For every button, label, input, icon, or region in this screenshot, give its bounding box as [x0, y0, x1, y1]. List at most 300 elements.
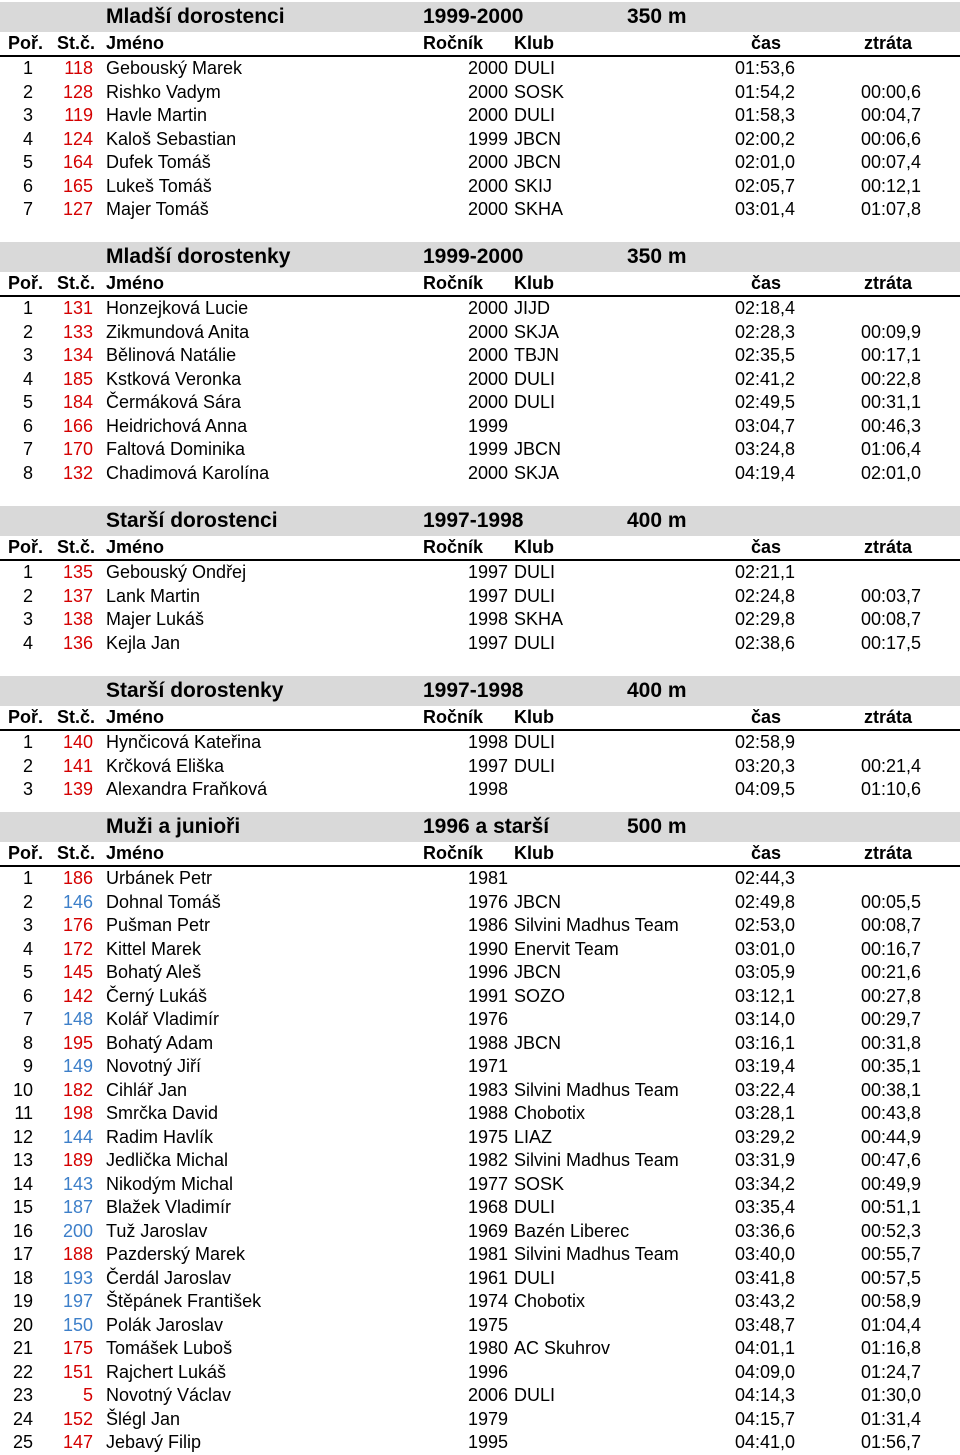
time-loss-cell: 01:31,4 — [860, 1408, 921, 1429]
birth-year-cell: 1999 — [467, 128, 508, 149]
rank-cell: 6 — [22, 175, 33, 196]
time-cell: 03:35,4 — [735, 1197, 796, 1217]
birth-year-cell: 1983 — [467, 1079, 508, 1100]
start-number-cell: 139 — [62, 779, 93, 799]
result-row — [0, 778, 960, 802]
birth-year-cell: 1990 — [467, 938, 508, 959]
time-cell: 03:12,1 — [735, 985, 796, 1006]
time-loss-cell: 00:31,1 — [860, 392, 921, 412]
time-cell: 03:05,9 — [735, 962, 796, 982]
header-time-loss: ztráta — [864, 843, 913, 863]
birth-year-cell: 2000 — [467, 368, 508, 389]
rank-cell: 2 — [22, 81, 33, 102]
name-cell: Blažek Vladimír — [106, 1197, 232, 1217]
time-cell: 02:44,3 — [735, 868, 796, 888]
time-loss-cell: 00:00,6 — [860, 81, 921, 102]
time-cell: 03:01,0 — [735, 938, 796, 959]
time-loss-cell: 00:16,7 — [860, 938, 921, 959]
rank-cell: 1 — [22, 58, 33, 78]
rank-cell: 4 — [22, 632, 33, 653]
rank-cell: 5 — [22, 392, 33, 412]
result-row — [0, 1102, 960, 1126]
club-cell: SKHA — [514, 199, 564, 219]
result-row — [0, 391, 960, 415]
header-name: Jméno — [106, 273, 165, 293]
rank-cell: 4 — [22, 368, 33, 389]
birth-year-cell: 2000 — [467, 462, 508, 483]
time-cell: 04:09,0 — [735, 1361, 796, 1382]
club-cell: DULI — [514, 632, 556, 653]
club-cell: Silvini Madhus Team — [514, 1244, 679, 1264]
header-time-loss: ztráta — [864, 707, 913, 727]
name-cell: Jebavý Filip — [106, 1432, 202, 1452]
result-row — [0, 462, 960, 486]
time-cell: 04:14,3 — [735, 1385, 796, 1405]
header-time-loss: ztráta — [864, 537, 913, 557]
time-cell: 03:36,6 — [735, 1220, 796, 1241]
time-loss-cell: 00:21,4 — [860, 755, 921, 776]
club-cell: DULI — [514, 368, 556, 389]
name-cell: Lank Martin — [106, 585, 201, 606]
category-title: Mladší dorostenci — [106, 5, 285, 28]
club-cell: Silvini Madhus Team — [514, 1150, 679, 1170]
start-number-cell: 135 — [62, 562, 93, 582]
time-loss-cell: 00:52,3 — [860, 1220, 921, 1241]
birth-year-cell: 1991 — [467, 985, 508, 1006]
name-cell: Honzejková Lucie — [106, 298, 249, 318]
results-section — [0, 506, 960, 655]
birth-year-cell: 1999 — [467, 415, 508, 436]
result-row — [0, 104, 960, 128]
header-time: čas — [751, 843, 782, 863]
rank-cell: 23 — [12, 1385, 33, 1405]
time-loss-cell: 00:27,8 — [860, 985, 921, 1006]
start-number-cell: 188 — [62, 1244, 93, 1264]
header-birth-year: Ročník — [423, 33, 484, 53]
birth-year-cell: 1988 — [467, 1103, 508, 1123]
time-cell: 02:18,4 — [735, 298, 796, 318]
rank-cell: 14 — [12, 1173, 33, 1194]
result-row — [0, 81, 960, 105]
time-loss-cell: 00:22,8 — [860, 368, 921, 389]
rank-cell: 1 — [22, 562, 33, 582]
club-cell: AC Skuhrov — [514, 1338, 611, 1358]
name-cell: Tomášek Luboš — [106, 1338, 233, 1358]
birth-year-cell: 1988 — [467, 1032, 508, 1053]
header-start-number: St.č. — [57, 273, 96, 293]
rank-cell: 5 — [22, 152, 33, 172]
birth-year-cell: 2000 — [467, 199, 508, 219]
time-loss-cell: 00:31,8 — [860, 1032, 921, 1053]
name-cell: Kejla Jan — [106, 632, 181, 653]
name-cell: Gebouský Marek — [106, 58, 243, 78]
rank-cell: 11 — [14, 1103, 33, 1123]
time-cell: 03:16,1 — [735, 1032, 796, 1053]
rank-cell: 8 — [22, 1032, 33, 1053]
birth-year-cell: 1968 — [467, 1197, 508, 1217]
result-row — [0, 57, 960, 81]
start-number-cell: 134 — [62, 345, 93, 365]
time-cell: 02:05,7 — [735, 175, 796, 196]
name-cell: Gebouský Ondřej — [106, 562, 247, 582]
birth-year-cell: 1997 — [467, 562, 508, 582]
results-section — [0, 2, 960, 222]
header-club: Klub — [514, 273, 554, 293]
name-cell: Rishko Vadym — [106, 81, 221, 102]
time-cell: 04:19,4 — [735, 462, 796, 483]
result-row — [0, 1008, 960, 1032]
header-club: Klub — [514, 707, 554, 727]
time-loss-cell: 00:06,6 — [860, 128, 921, 149]
result-row — [0, 198, 960, 222]
club-cell: Silvini Madhus Team — [514, 1079, 679, 1100]
name-cell: Bohatý Adam — [106, 1032, 214, 1053]
header-start-number: St.č. — [57, 537, 96, 557]
name-cell: Majer Tomáš — [106, 199, 209, 219]
section-title-bar — [0, 242, 960, 272]
start-number-cell: 152 — [62, 1408, 93, 1429]
rank-cell: 2 — [22, 585, 33, 606]
name-cell: Šlégl Jan — [106, 1408, 181, 1429]
header-name: Jméno — [106, 537, 165, 557]
category-years: 1997-1998 — [423, 679, 524, 702]
name-cell: Černý Lukáš — [106, 985, 208, 1006]
rank-cell: 2 — [22, 755, 33, 776]
club-cell: DULI — [514, 105, 556, 125]
time-loss-cell: 02:01,0 — [860, 462, 921, 483]
result-row — [0, 632, 960, 656]
name-cell: Dufek Tomáš — [106, 152, 211, 172]
club-cell: Silvini Madhus Team — [514, 915, 679, 935]
section-title-bar — [0, 676, 960, 706]
start-number-cell: 136 — [62, 632, 93, 653]
header-name: Jméno — [106, 843, 165, 863]
column-header-row — [0, 706, 960, 731]
club-cell: SOSK — [514, 1173, 565, 1194]
start-number-cell: 148 — [62, 1009, 93, 1029]
rank-cell: 6 — [22, 415, 33, 436]
time-cell: 02:35,5 — [735, 345, 796, 365]
birth-year-cell: 1997 — [467, 585, 508, 606]
time-loss-cell: 01:06,4 — [860, 439, 921, 459]
rank-cell: 3 — [22, 105, 33, 125]
birth-year-cell: 1999 — [467, 439, 508, 459]
start-number-cell: 149 — [62, 1056, 93, 1076]
result-row — [0, 1220, 960, 1244]
name-cell: Cihlář Jan — [106, 1079, 188, 1100]
club-cell: TBJN — [514, 345, 559, 365]
time-cell: 03:24,8 — [735, 439, 796, 459]
result-row — [0, 914, 960, 938]
time-cell: 02:29,8 — [735, 609, 796, 629]
name-cell: Pazderský Marek — [106, 1244, 246, 1264]
club-cell: Chobotix — [514, 1103, 586, 1123]
name-cell: Alexandra Fraňková — [106, 779, 268, 799]
start-number-cell: 144 — [62, 1126, 93, 1147]
birth-year-cell: 1981 — [467, 1244, 508, 1264]
name-cell: Štěpánek František — [106, 1291, 262, 1311]
start-number-cell: 141 — [62, 755, 93, 776]
club-cell: JBCN — [514, 128, 562, 149]
club-cell: DULI — [514, 1385, 556, 1405]
rank-cell: 12 — [12, 1126, 33, 1147]
birth-year-cell: 2000 — [467, 58, 508, 78]
start-number-cell: 187 — [62, 1197, 93, 1217]
time-loss-cell: 00:43,8 — [860, 1103, 921, 1123]
column-header-row — [0, 842, 960, 867]
time-loss-cell: 00:44,9 — [860, 1126, 921, 1147]
birth-year-cell: 1971 — [467, 1056, 508, 1076]
club-cell: JBCN — [514, 152, 562, 172]
category-years: 1999-2000 — [423, 245, 524, 268]
result-row — [0, 1243, 960, 1267]
club-cell: JIJD — [514, 298, 550, 318]
time-cell: 01:58,3 — [735, 105, 796, 125]
time-loss-cell: 01:56,7 — [860, 1432, 921, 1452]
birth-year-cell: 1986 — [467, 915, 508, 935]
rank-cell: 3 — [22, 915, 33, 935]
birth-year-cell: 1998 — [467, 779, 508, 799]
start-number-cell: 118 — [64, 58, 93, 78]
start-number-cell: 189 — [62, 1150, 93, 1170]
rank-cell: 2 — [22, 321, 33, 342]
header-birth-year: Ročník — [423, 537, 484, 557]
rank-cell: 17 — [12, 1244, 33, 1264]
start-number-cell: 186 — [62, 868, 93, 888]
name-cell: Polák Jaroslav — [106, 1314, 224, 1335]
club-cell: Enervit Team — [514, 938, 619, 959]
result-row — [0, 128, 960, 152]
start-number-cell: 137 — [62, 585, 93, 606]
time-cell: 03:20,3 — [735, 755, 796, 776]
time-cell: 04:41,0 — [735, 1432, 796, 1452]
start-number-cell: 124 — [62, 128, 93, 149]
header-start-number: St.č. — [57, 33, 96, 53]
time-loss-cell: 00:08,7 — [860, 915, 921, 935]
name-cell: Havle Martin — [106, 105, 208, 125]
header-time: čas — [751, 537, 782, 557]
club-cell: SKJA — [514, 462, 560, 483]
start-number-cell: 182 — [62, 1079, 93, 1100]
start-number-cell: 147 — [62, 1432, 93, 1452]
rank-cell: 3 — [22, 345, 33, 365]
header-club: Klub — [514, 843, 554, 863]
time-loss-cell: 00:57,5 — [860, 1267, 921, 1288]
start-number-cell: 146 — [62, 891, 93, 912]
name-cell: Krčková Eliška — [106, 755, 225, 776]
start-number-cell: 133 — [62, 321, 93, 342]
column-header-row — [0, 272, 960, 297]
start-number-cell: 164 — [62, 152, 93, 172]
time-loss-cell: 01:30,0 — [860, 1385, 921, 1405]
category-title: Mladší dorostenky — [106, 245, 291, 268]
club-cell: SKIJ — [514, 175, 553, 196]
result-row — [0, 608, 960, 632]
name-cell: Zikmundová Anita — [106, 321, 250, 342]
name-cell: Kolář Vladimír — [106, 1009, 220, 1029]
rank-cell: 8 — [22, 462, 33, 483]
header-birth-year: Ročník — [423, 707, 484, 727]
header-time: čas — [751, 33, 782, 53]
header-rank: Poř. — [8, 273, 44, 293]
name-cell: Tuž Jaroslav — [106, 1220, 208, 1241]
club-cell: SKJA — [514, 321, 560, 342]
result-row — [0, 415, 960, 439]
birth-year-cell: 1969 — [467, 1220, 508, 1241]
time-loss-cell: 00:38,1 — [860, 1079, 921, 1100]
rank-cell: 1 — [22, 298, 33, 318]
time-cell: 02:49,5 — [735, 392, 796, 412]
result-row — [0, 344, 960, 368]
time-cell: 02:24,8 — [735, 585, 796, 606]
header-start-number: St.č. — [57, 843, 96, 863]
header-time-loss: ztráta — [864, 273, 913, 293]
header-club: Klub — [514, 537, 554, 557]
name-cell: Majer Lukáš — [106, 609, 205, 629]
results-section — [0, 242, 960, 485]
start-number-cell: 166 — [62, 415, 93, 436]
result-row — [0, 368, 960, 392]
result-row — [0, 1314, 960, 1338]
birth-year-cell: 1980 — [467, 1338, 508, 1358]
start-number-cell: 198 — [62, 1103, 93, 1123]
time-cell: 03:19,4 — [735, 1056, 796, 1076]
start-number-cell: 138 — [62, 609, 93, 629]
time-cell: 02:28,3 — [735, 321, 796, 342]
category-title: Muži a junioři — [106, 815, 241, 838]
club-cell: SOSK — [514, 81, 565, 102]
time-loss-cell: 00:04,7 — [860, 105, 921, 125]
result-row — [0, 1361, 960, 1385]
time-cell: 03:01,4 — [735, 199, 796, 219]
category-years: 1999-2000 — [423, 5, 524, 28]
time-cell: 02:41,2 — [735, 368, 796, 389]
time-cell: 02:00,2 — [735, 128, 796, 149]
birth-year-cell: 1998 — [467, 609, 508, 629]
time-cell: 03:14,0 — [735, 1009, 796, 1029]
result-row — [0, 867, 960, 891]
time-loss-cell: 00:03,7 — [860, 585, 921, 606]
result-row — [0, 175, 960, 199]
start-number-cell: 119 — [64, 105, 93, 125]
result-row — [0, 755, 960, 779]
time-cell: 04:15,7 — [735, 1408, 796, 1429]
start-number-cell: 145 — [62, 962, 93, 982]
header-time: čas — [751, 273, 782, 293]
start-number-cell: 185 — [62, 368, 93, 389]
name-cell: Smrčka David — [106, 1103, 219, 1123]
result-row — [0, 1384, 960, 1408]
club-cell: JBCN — [514, 962, 562, 982]
header-name: Jméno — [106, 707, 165, 727]
name-cell: Novotný Jiří — [106, 1056, 202, 1076]
start-number-cell: 175 — [62, 1338, 93, 1358]
club-cell: JBCN — [514, 891, 562, 912]
name-cell: Radim Havlík — [106, 1126, 214, 1147]
category-years: 1996 a starší — [423, 815, 550, 838]
rank-cell: 7 — [22, 439, 33, 459]
time-cell: 02:58,9 — [735, 732, 796, 752]
rank-cell: 3 — [22, 609, 33, 629]
results-section — [0, 676, 960, 802]
rank-cell: 20 — [12, 1314, 33, 1335]
time-cell: 03:31,9 — [735, 1150, 796, 1170]
name-cell: Kittel Marek — [106, 938, 202, 959]
club-cell: DULI — [514, 562, 556, 582]
time-loss-cell: 00:35,1 — [860, 1056, 921, 1076]
birth-year-cell: 1976 — [467, 1009, 508, 1029]
rank-cell: 6 — [22, 985, 33, 1006]
start-number-cell: 142 — [62, 985, 93, 1006]
result-row — [0, 1196, 960, 1220]
start-number-cell: 150 — [62, 1314, 93, 1335]
birth-year-cell: 2000 — [467, 321, 508, 342]
category-title: Starší dorostenky — [106, 679, 284, 702]
club-cell: SKHA — [514, 609, 564, 629]
start-number-cell: 131 — [62, 298, 93, 318]
birth-year-cell: 2006 — [467, 1385, 508, 1405]
result-row — [0, 297, 960, 321]
header-name: Jméno — [106, 33, 165, 53]
time-loss-cell: 01:16,8 — [860, 1338, 921, 1358]
name-cell: Heidrichová Anna — [106, 415, 248, 436]
time-cell: 02:21,1 — [735, 562, 796, 582]
category-distance: 400 m — [627, 679, 687, 702]
time-cell: 03:48,7 — [735, 1314, 796, 1335]
birth-year-cell: 2000 — [467, 175, 508, 196]
club-cell: DULI — [514, 732, 556, 752]
birth-year-cell: 1977 — [467, 1173, 508, 1194]
time-cell: 02:49,8 — [735, 891, 796, 912]
birth-year-cell: 1975 — [467, 1126, 508, 1147]
start-number-cell: 170 — [62, 439, 93, 459]
name-cell: Kstková Veronka — [106, 368, 242, 389]
result-row — [0, 561, 960, 585]
rank-cell: 21 — [12, 1338, 33, 1358]
time-cell: 01:53,6 — [735, 58, 796, 78]
birth-year-cell: 1961 — [467, 1267, 508, 1288]
category-distance: 400 m — [627, 509, 687, 532]
time-loss-cell: 00:08,7 — [860, 609, 921, 629]
rank-cell: 4 — [22, 938, 33, 959]
results-section — [0, 812, 960, 1455]
club-cell: DULI — [514, 58, 556, 78]
name-cell: Čerdál Jaroslav — [106, 1267, 232, 1288]
birth-year-cell: 1997 — [467, 632, 508, 653]
time-loss-cell: 00:17,1 — [860, 345, 921, 365]
name-cell: Urbánek Petr — [106, 868, 213, 888]
time-loss-cell: 00:55,7 — [860, 1244, 921, 1264]
header-rank: Poř. — [8, 707, 44, 727]
club-cell: SOZO — [514, 985, 566, 1006]
rank-cell: 22 — [12, 1361, 33, 1382]
birth-year-cell: 2000 — [467, 81, 508, 102]
birth-year-cell: 1997 — [467, 755, 508, 776]
birth-year-cell: 1979 — [467, 1408, 508, 1429]
rank-cell: 1 — [22, 732, 33, 752]
name-cell: Bělinová Natálie — [106, 345, 237, 365]
time-cell: 03:29,2 — [735, 1126, 796, 1147]
time-loss-cell: 00:05,5 — [860, 891, 921, 912]
result-row — [0, 938, 960, 962]
rank-cell: 18 — [12, 1267, 33, 1288]
category-distance: 500 m — [627, 815, 687, 838]
time-cell: 03:04,7 — [735, 415, 796, 436]
rank-cell: 3 — [22, 779, 33, 799]
time-loss-cell: 01:10,6 — [860, 779, 921, 799]
start-number-cell: 195 — [62, 1032, 93, 1053]
column-header-row — [0, 32, 960, 57]
